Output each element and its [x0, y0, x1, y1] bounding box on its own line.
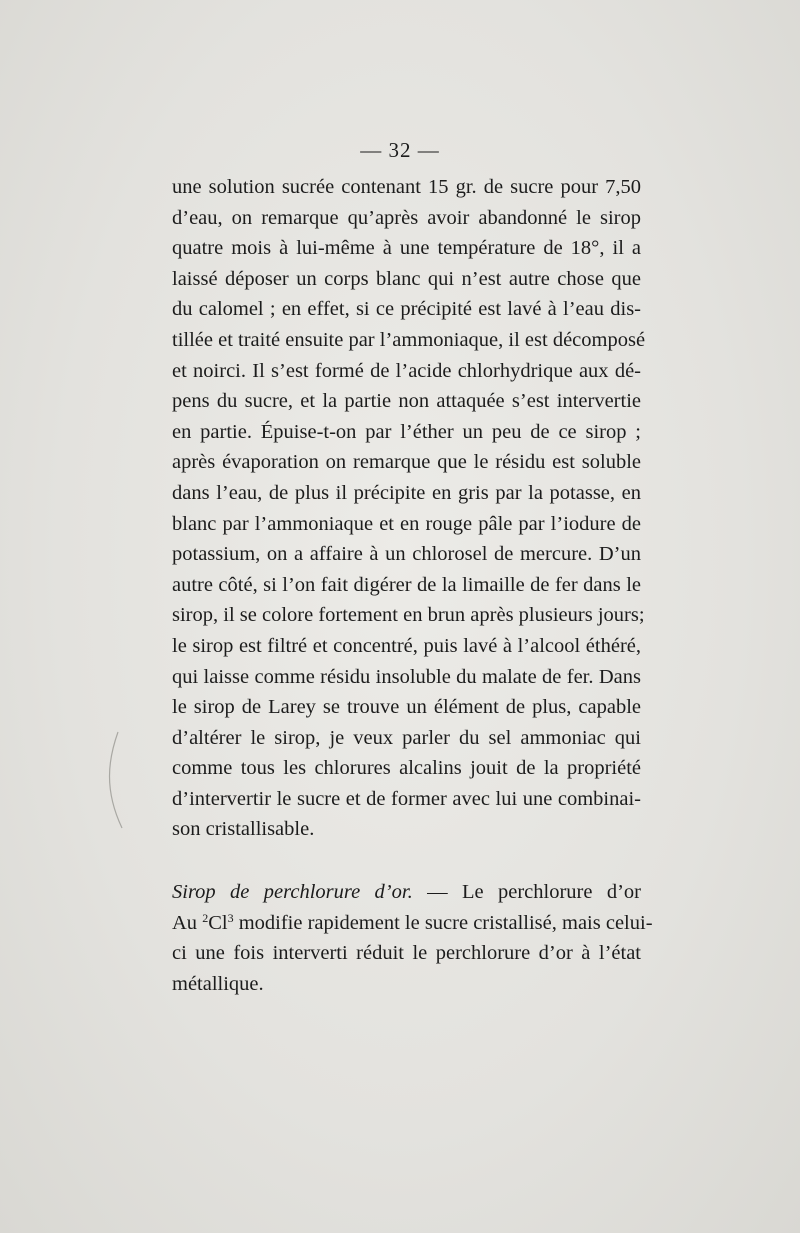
text-line: en partie. Épuise-t-on par l’éther un peu de ce sirop ; — [172, 420, 641, 443]
text-line: d’intervertir le sucre et de former avec lui une combinai- — [172, 787, 641, 810]
text-line: sirop, il se colore fortement en brun après plusieurs jours; — [172, 604, 645, 627]
section-heading-line — [172, 877, 641, 908]
section-title: Sirop de perchlorure d’or. — [172, 881, 413, 903]
text-line: d’altérer le sirop, je veux parler du sel ammoniac qui — [172, 726, 641, 749]
page-number: — 32 — — [360, 138, 440, 162]
section-dash-text: — Le perchlorure d’or — [412, 881, 641, 903]
text-line: le sirop est filtré et concentré, puis lavé à l’alcool éthéré, — [172, 634, 641, 657]
text-line: d’eau, on remarque qu’après avoir abandonné le sirop — [172, 206, 641, 229]
text-line: quatre mois à lui-même à une température de 18°, il a — [172, 237, 641, 260]
text-line: pens du sucre, et la partie non attaquée s’est intervertie — [172, 390, 641, 413]
text-line: autre côté, si l’on fait digérer de la limaille de fer dans le — [172, 573, 641, 596]
formula-element: Cl — [208, 911, 228, 934]
text-line: métallique. — [172, 972, 264, 995]
margin-pencil-mark — [100, 730, 130, 830]
text-line: blanc par l’ammoniaque et en rouge pâle par l’iodure de — [172, 512, 641, 535]
text-line: après évaporation on remarque que le résidu est soluble — [172, 451, 641, 474]
text-line: une solution sucrée contenant 15 gr. de sucre pour 7,50 — [172, 176, 641, 198]
formula-line — [172, 908, 653, 939]
formula-superscript: 3 — [227, 910, 234, 925]
text-line: qui laisse comme résidu insoluble du malate de fer. Dans — [172, 665, 641, 688]
text-line: comme tous les chlorures alcalins jouit de la propriété — [172, 757, 641, 780]
text-fragment: modifie rapidement le sucre cristallisé, mais celui- — [233, 911, 653, 934]
text-line: et noirci. Il s’est formé de l’acide chlorhydrique aux dé- — [172, 359, 641, 382]
text-line: dans l’eau, de plus il précipite en gris par la potasse, en — [172, 481, 641, 504]
main-paragraph — [172, 172, 646, 845]
text-line: ci une fois interverti réduit le perchlorure d’or à l’état — [172, 942, 641, 965]
text-line: tillée et traité ensuite par l’ammoniaque, il est décomposé — [172, 328, 646, 351]
formula-prefix: Au — [172, 911, 203, 934]
formula-superscript: 2 — [202, 910, 209, 925]
text-line: du calomel ; en effet, si ce précipité est lavé à l’eau dis- — [172, 298, 641, 321]
perchlorure-paragraph — [172, 877, 653, 999]
text-line: laissé déposer un corps blanc qui n’est autre chose que — [172, 267, 641, 290]
text-line: potassium, on a affaire à un chlorosel de mercure. D’un — [172, 543, 641, 566]
text-line: le sirop de Larey se trouve un élément de plus, capable — [172, 696, 641, 719]
text-line: son cristallisable. — [172, 818, 315, 841]
